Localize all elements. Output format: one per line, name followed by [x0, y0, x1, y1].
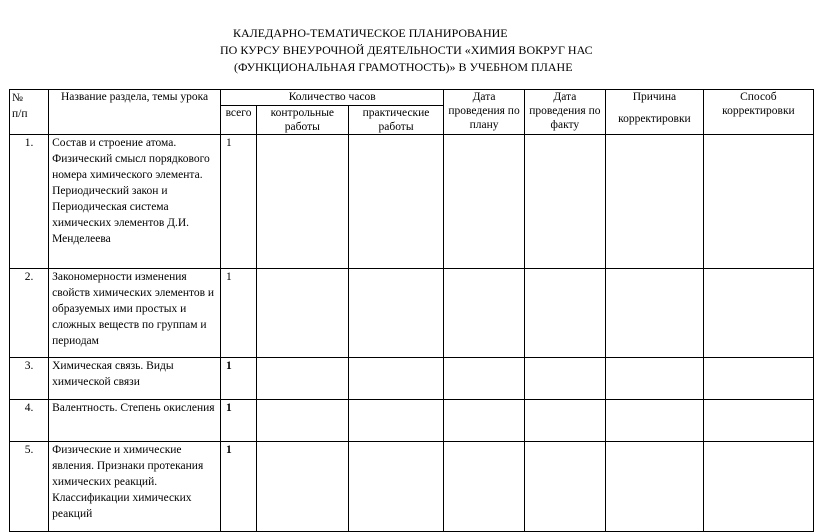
row-control-cell: [257, 442, 349, 532]
header-date-fact: Дата проведения по факту: [524, 90, 605, 135]
row-method-cell: [703, 442, 813, 532]
row-practical-cell: [348, 442, 444, 532]
header-topic: Название раздела, темы урока: [49, 90, 221, 135]
row-number: 1.: [10, 135, 49, 269]
row-topic: Закономерности изменения свойств химических элементов и образуемых ими простых и сложных веществ по группам и периодам: [49, 269, 221, 358]
row-control-cell: [257, 358, 349, 400]
row-number: 2.: [10, 269, 49, 358]
row-date-fact-cell: [524, 400, 605, 442]
header-control: контрольные работы: [257, 106, 349, 135]
table-row: [10, 135, 814, 269]
row-date-fact-cell: [524, 442, 605, 532]
row-date-fact-cell: [524, 269, 605, 358]
row-date-fact-cell: [524, 135, 605, 269]
row-control-cell: [257, 269, 349, 358]
document-title-line-3: (ФУНКЦИОНАЛЬНАЯ ГРАМОТНОСТЬ)» В УЧЕБНОМ ПЛАНЕ: [234, 60, 573, 74]
row-topic: Валентность. Степень окисления: [49, 400, 221, 442]
row-total-hours: 1: [221, 442, 257, 532]
row-reason-cell: [606, 269, 704, 358]
planning-table: [9, 89, 814, 532]
row-number: 4.: [10, 400, 49, 442]
row-control-cell: [257, 400, 349, 442]
header-total: всего: [221, 106, 257, 135]
row-topic: Физические и химические явления. Признаки протекания химических реакций. Классификации химических реакций: [49, 442, 221, 532]
row-total-hours: 1: [221, 358, 257, 400]
row-date-plan-cell: [444, 442, 524, 532]
row-reason-cell: [606, 135, 704, 269]
row-reason-cell: [606, 442, 704, 532]
header-number: № п/п: [10, 90, 49, 135]
header-reason: Причина корректировки: [606, 90, 704, 135]
header-row-1: [10, 90, 814, 106]
row-date-plan-cell: [444, 135, 524, 269]
row-control-cell: [257, 135, 349, 269]
row-practical-cell: [348, 400, 444, 442]
row-method-cell: [703, 135, 813, 269]
row-method-cell: [703, 400, 813, 442]
row-date-plan-cell: [444, 358, 524, 400]
table-row: [10, 400, 814, 442]
table-row: [10, 358, 814, 400]
row-method-cell: [703, 358, 813, 400]
row-reason-cell: [606, 358, 704, 400]
row-practical-cell: [348, 269, 444, 358]
row-reason-cell: [606, 400, 704, 442]
document-title-line-2: ПО КУРСУ ВНЕУРОЧНОЙ ДЕЯТЕЛЬНОСТИ «ХИМИЯ ВОКРУГ НАС: [220, 43, 593, 57]
row-date-plan-cell: [444, 400, 524, 442]
row-date-plan-cell: [444, 269, 524, 358]
header-practical: практические работы: [348, 106, 444, 135]
document-title-line-1: КАЛЕДАРНО-ТЕМАТИЧЕСКОЕ ПЛАНИРОВАНИЕ: [233, 26, 508, 40]
row-total-hours: 1: [221, 400, 257, 442]
row-number: 3.: [10, 358, 49, 400]
row-method-cell: [703, 269, 813, 358]
table-row: [10, 269, 814, 358]
row-number: 5.: [10, 442, 49, 532]
row-practical-cell: [348, 135, 444, 269]
row-practical-cell: [348, 358, 444, 400]
row-topic: Химическая связь. Виды химической связи: [49, 358, 221, 400]
row-total-hours: 1: [221, 135, 257, 269]
header-date-plan: Дата проведения по плану: [444, 90, 524, 135]
row-date-fact-cell: [524, 358, 605, 400]
row-total-hours: 1: [221, 269, 257, 358]
row-topic: Состав и строение атома. Физический смысл порядкового номера химического элемента. Периодический закон и Периодическая система химических элементов Д.И. Менделеева: [49, 135, 221, 269]
header-hours: Количество часов: [221, 90, 444, 106]
table-row: [10, 442, 814, 532]
header-method: Способ корректировки: [703, 90, 813, 135]
